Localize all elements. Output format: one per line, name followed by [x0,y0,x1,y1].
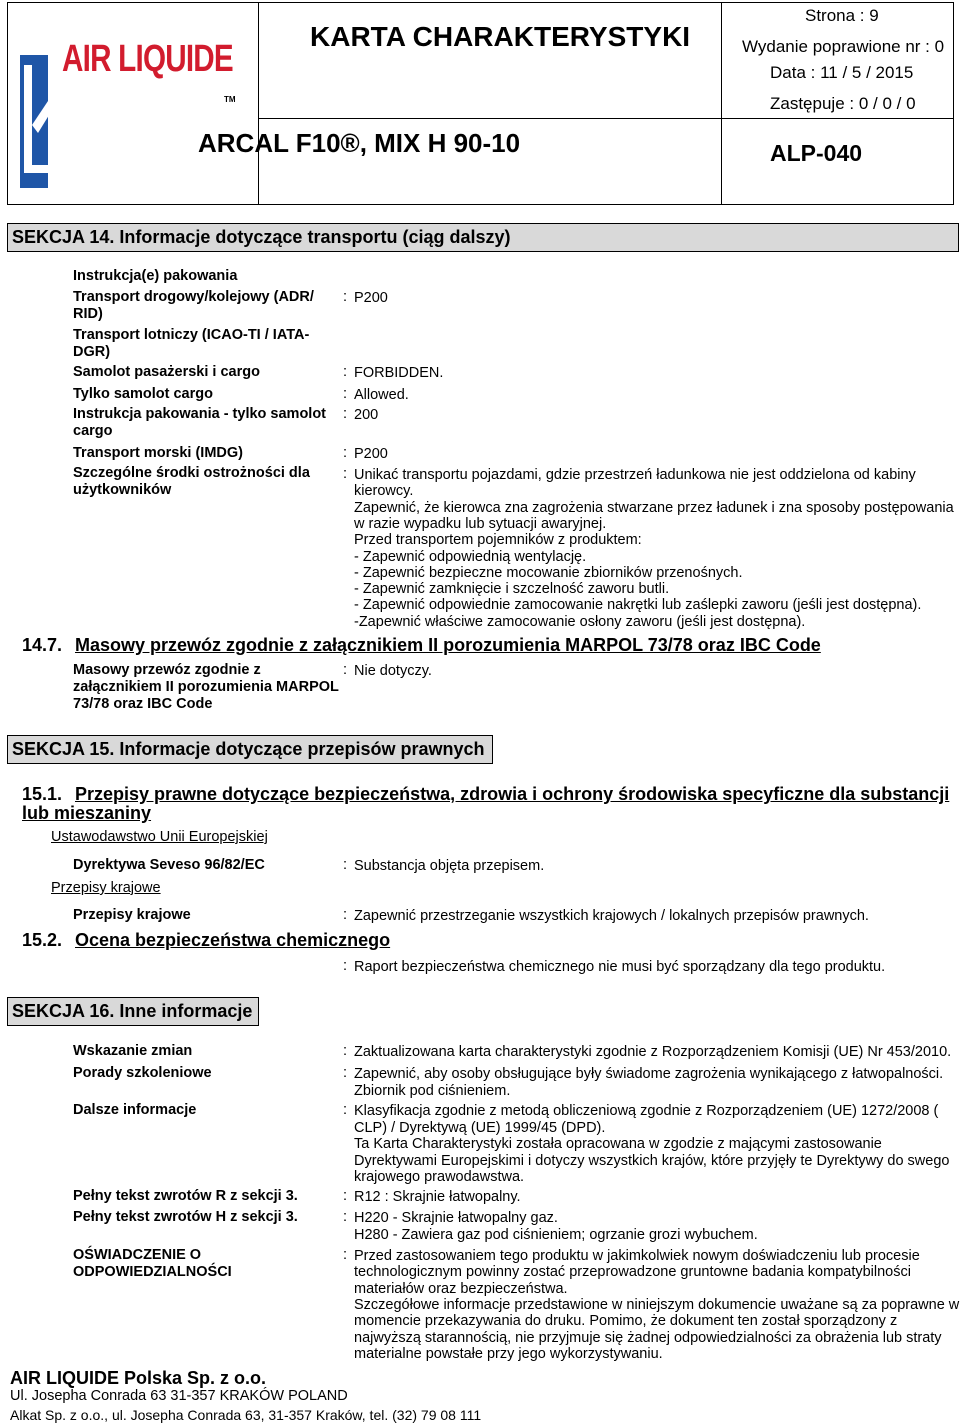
product-name: ARCAL F10®, MIX H 90-10 [198,128,521,158]
document-title: KARTA CHARAKTERYSTYKI [310,21,691,52]
section-16-title: SEKCJA 16. Inne informacje [7,997,259,1026]
pack-cargo-label: Instrukcja pakowania - tylko samolot cargo [73,406,327,439]
sea-value: P200 [354,446,388,462]
training-label: Porady szkoleniowe [73,1065,212,1081]
air-transport-label: Transport lotniczy (ICAO-TI / IATA-DGR) [73,327,310,360]
further-line: Klasyfikacja zgodnie z metodą obliczeniową zgodnie z Rozporządzeniem (UE) 1272/2008 ( [354,1103,939,1119]
subsection-14-7-number: 14.7. [22,635,63,655]
precautions-line: Unikać transportu pojazdami, gdzie przestrzeń ładunkowa nie jest oddzielona od kabiny [354,467,916,483]
footer-address: Ul. Josepha Conrada 63 31-357 KRAKÓW POLAND [10,1388,348,1404]
precautions-line: kierowcy. [354,483,414,500]
further-line: Dyrektywami Europejskimi i dotyczy wszystkich krajów, które przyjęły te Dyrektywy do swego [354,1152,950,1169]
further-line: CLP) / Dyrektywą (UE) 1999/45 (DPD). [354,1119,606,1136]
further-info-label: Dalsze informacje [73,1102,197,1118]
precautions-line: -Zapewnić właściwe zamocowanie osłony zaworu (jeśli jest dostępna). [354,613,806,630]
sea-label: Transport morski (IMDG) [73,445,243,461]
precautions-line: - Zapewnić zamknięcie i szczelność zaworu butli. [354,581,670,598]
hphr-line: H220 - Skrajnie łatwopalny gaz. [354,1210,558,1226]
disclaimer-line: materialne powstałe przy jego wykorzystywaniu. [354,1345,663,1362]
date: Data : 11 / 5 / 2015 [770,63,914,82]
road-rail-label: Transport drogowy/kolejowy (ADR/ RID) [73,289,314,322]
replaces: Zastępuje : 0 / 0 / 0 [770,94,916,113]
training-line: Zapewnić, aby osoby obsługujące były świadome zagrożenia wynikającego z łatwopalności. [354,1066,944,1082]
precautions-line: Zapewnić, że kierowca zna zagrożenia stwarzane przez ładunek i zna sposoby postępowania [354,499,954,516]
disclaimer-line: momencie przekazywania do druku. Pomimo, że dokument ten został sporządzony z [354,1313,898,1330]
company-logo-text: AIR LIQUIDE [62,38,233,80]
r-phrases-value: R12 : Skrajnie łatwopalny. [354,1189,521,1205]
section-14-title: SEKCJA 14. Informacje dotyczące transportu (ciąg dalszy) [7,223,959,252]
training-line: Zbiornik pod ciśnieniem. [354,1082,511,1099]
h-phrases-label: Pełny tekst zwrotów H z sekcji 3. [73,1209,298,1225]
logo-trademark: TM [224,95,236,104]
eu-legislation-heading: Ustawodawstwo Unii Europejskiej [51,829,268,845]
packing-instructions-label: Instrukcja(e) pakowania [73,268,238,284]
subsection-15-1-title: Przepisy prawne dotyczące bezpieczeństwa, zdrowia i ochrony środowiska specyficzne dla substancji lub mieszaniny [22,784,950,823]
precautions-line: w razie wypadku lub sytuacji awaryjnej. [354,515,607,532]
precautions-label: Szczególne środki ostrożności dla użytkowników [73,465,310,498]
national-regulations-heading: Przepisy krajowe [51,880,161,896]
precautions-line: - Zapewnić odpowiednie zamocowanie nakrętki lub zaślepki zaworu (jeśli jest dostępna). [354,597,922,614]
precautions-line: - Zapewnić bezpieczne mocowanie zbiorników przenośnych. [354,564,743,581]
disclaimer-line: materiałów oraz bezpieczeństwa. [354,1280,568,1297]
further-line: Ta Karta Charakterystyki została opracowana w zgodzie z mającymi zastosowanie [354,1136,882,1152]
further-line: krajowego prawodawstwa. [354,1169,525,1185]
passenger-label: Samolot pasażerski i cargo [73,364,260,380]
bulk-transport-value: Nie dotyczy. [354,663,432,679]
disclaimer-label-line2: ODPOWIEDZIALNOŚCI [73,1264,232,1280]
disclaimer-label-line1: OŚWIADCZENIE O [73,1247,202,1263]
product-code: ALP-040 [770,140,863,166]
subsection-15-1-number: 15.1. [22,784,63,804]
seveso-label: Dyrektywa Seveso 96/82/EC [73,857,265,873]
section-15-title: SEKCJA 15. Informacje dotyczące przepisów prawnych [7,735,493,764]
road-rail-value: P200 [354,290,388,306]
bulk-transport-label: Masowy przewóz zgodnie z załącznikiem II porozumienia MARPOL 73/78 oraz IBC Code [73,662,339,712]
national-regulations-value: Zapewnić przestrzeganie wszystkich krajowych / lokalnych przepisów prawnych. [354,908,869,924]
cargo-only-value: Allowed. [354,387,409,403]
passenger-value: FORBIDDEN. [354,365,444,381]
disclaimer-line: najwyższą starannością, nie przyjmuje się żadnej odpowiedzialności za obrażenia lub straty [354,1329,942,1346]
pack-cargo-value: 200 [354,407,379,423]
precautions-line: Przed transportem pojemników z produktem: [354,532,642,549]
seveso-value: Substancja objęta przepisem. [354,858,545,874]
subsection-14-7-title: Masowy przewóz zgodnie z załącznikiem II porozumienia MARPOL 73/78 oraz IBC Code [75,635,821,655]
footer-company: AIR LIQUIDE Polska Sp. z o.o. [10,1368,267,1388]
disclaimer-line: technologicznym powinny zostać przeprowadzone gruntowne badania kompatybilności [354,1264,911,1281]
changes-label: Wskazanie zmian [73,1043,193,1059]
footer-contact: Alkat Sp. z o.o., ul. Josepha Conrada 63, 31-357 Kraków, tel. (32) 79 08 111 [10,1407,482,1423]
precautions-line: - Zapewnić odpowiednią wentylację. [354,548,587,565]
disclaimer-line: Przed zastosowaniem tego produktu w jakimkolwiek nowym doświadczeniu lub procesie [354,1248,920,1264]
subsection-15-2-title: Ocena bezpieczeństwa chemicznego [75,930,391,950]
subsection-15-2-number: 15.2. [22,930,63,950]
cargo-only-label: Tylko samolot cargo [73,386,213,402]
edition: Wydanie poprawione nr : 0 [742,37,945,56]
page-number: Strona : 9 [805,6,879,25]
r-phrases-label: Pełny tekst zwrotów R z sekcji 3. [73,1188,298,1204]
national-regulations-label: Przepisy krajowe [73,907,191,923]
disclaimer-line: Szczegółowe informacje przedstawione w niniejszym dokumencie uważane są za poprawne w [354,1296,960,1313]
changes-value: Zaktualizowana karta charakterystyki zgodnie z Rozporządzeniem Komisji (UE) Nr 453/2010. [354,1044,952,1060]
hphr-line: H280 - Zawiera gaz pod ciśnieniem; ogrzanie grozi wybuchem. [354,1227,758,1243]
chemical-safety-value: Raport bezpieczeństwa chemicznego nie musi być sporządzany dla tego produktu. [354,959,886,975]
